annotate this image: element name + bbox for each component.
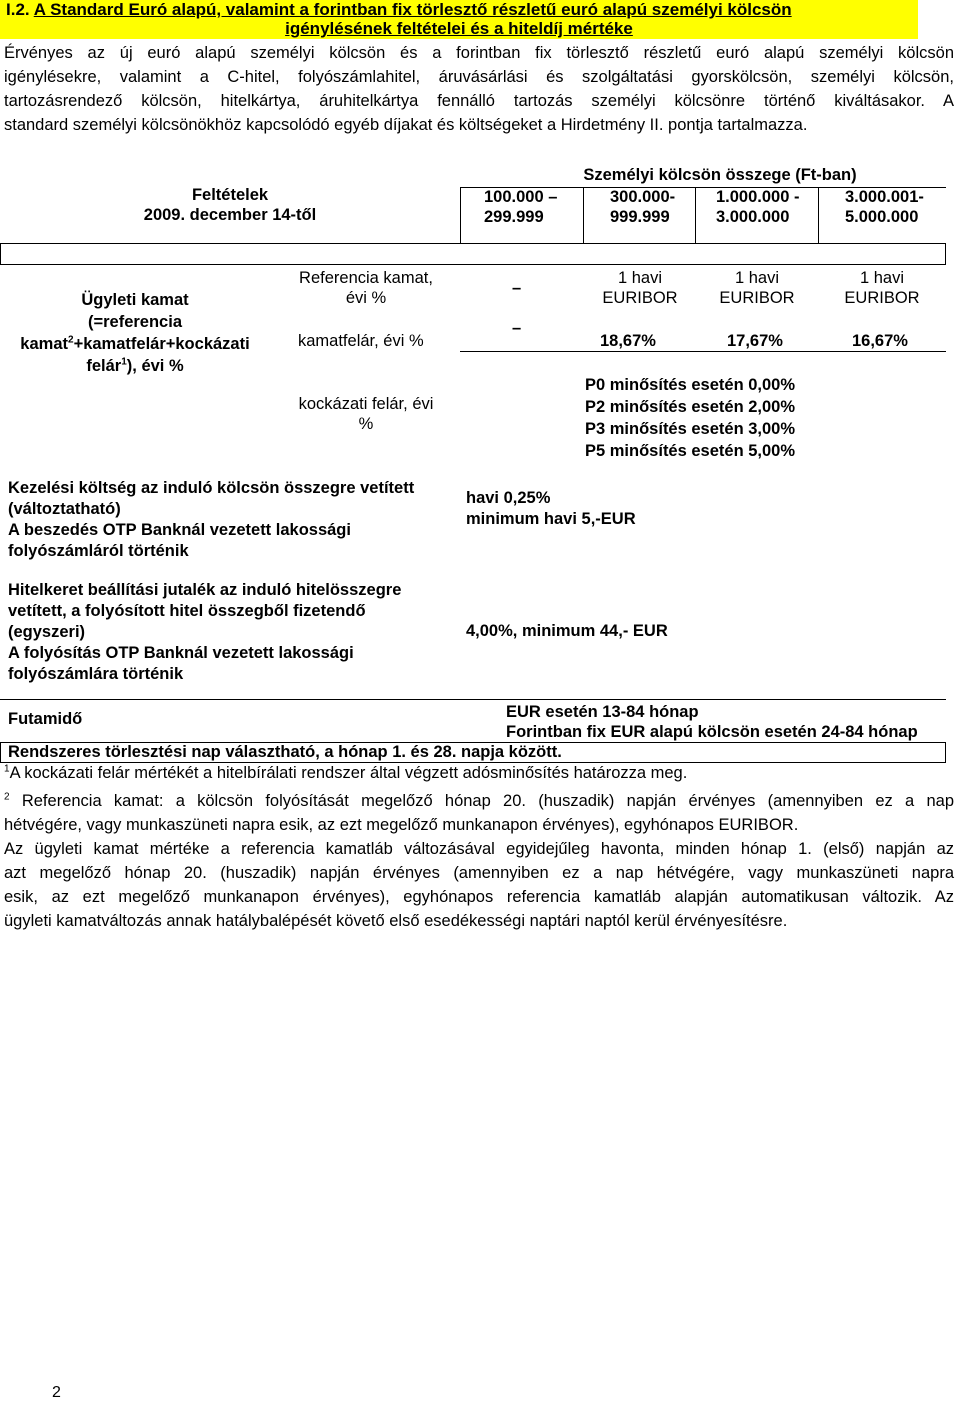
repayment-day: Rendszeres törlesztési nap választható, a hónap 1. és 28. napja között.: [8, 743, 562, 761]
header-divider: [695, 187, 696, 243]
header-divider: [460, 187, 461, 243]
intro-line: standard személyi kölcsönökhöz kapcsolódó egyéb díjakat és költségeket a Hirdetmény II. pontja tartalmazza.: [4, 116, 808, 134]
risk-value: P3 minősítés esetén 3,00%: [585, 420, 796, 438]
range-header: 3.000.001- 5.000.000: [845, 188, 924, 226]
margin-value: 18,67%: [600, 332, 656, 350]
margin-rule: [460, 351, 946, 352]
table-top-rule: [0, 264, 946, 265]
reference-value: 1 havi EURIBOR: [719, 269, 795, 307]
footnote-2: $^2$ Referencia kamat: a kölcsön folyósítását megelőző hónap 20. (huszadik) napján érvényes (amennyiben ez a nap hétvégére, vagy munkaszüneti napra esik, az ezt megelőző munkanapon érvényes), egyhónapos EURIBOR.: [4, 791, 954, 834]
intro-paragraph: [4, 41, 954, 137]
risk-value: P5 minősítés esetén 5,00%: [585, 442, 796, 460]
section-title-line2: igénylésének feltételei és a hiteldíj mértéke: [285, 19, 633, 38]
left-rule: [0, 742, 1, 763]
credit-line-fee-value: 4,00%, minimum 44,- EUR: [466, 622, 668, 640]
handling-fee-label: Kezelési költség az induló kölcsön összegre vetített (változtatható) A beszedés OTP Banknál vezetett lakossági folyószámláról történik: [8, 479, 415, 560]
amount-header: Személyi kölcsön összege (Ft-ban): [583, 166, 857, 184]
interest-change-paragraph: Az ügyleti kamat mértéke a referencia kamatláb változásával egyidejűleg havonta, minden hónap 1. (első) napján az azt megelőző hónap 20. (huszadik) napján érvényes (amennyiben ez a nap hétvégére, vagy munkaszüneti napra esik, az ezt megelőző munkanapon érvényes), egyhónapos referencia kamatláb alapján automatikusan változik. Az ügyleti kamatváltozás annak hatálybalépését követő első esedékességi naptári naptól kerül érvényesítésre.: [4, 840, 954, 930]
reference-value: 1 havi EURIBOR: [844, 269, 920, 307]
section-title-text: A Standard Euró alapú, valamint a forintban fix törlesztő részletű euró alapú személyi kölcsön: [33, 0, 792, 19]
risk-premium-label: kockázati felár, évi %: [298, 395, 434, 433]
margin-value: 16,67%: [852, 332, 908, 350]
term-top-rule: [0, 699, 946, 700]
credit-line-fee-label: Hitelkeret beállítási jutalék az induló hitelösszegre vetített, a folyósított hitel összegből fizetendő (egyszeri) A folyósítás OTP Banknál vezetett lakossági folyószámlára történik: [8, 581, 402, 683]
footnote-1: $^1$A kockázati felár mértékét a hitelbírálati rendszer által végzett adósminősítés határozza meg.: [4, 763, 688, 782]
term-label: Futamidő: [8, 710, 83, 728]
intro-line: Érvényes az új euró alapú személyi kölcsön és a forintban fix törlesztő részletű euró alapú személyi kölcsön: [4, 44, 954, 62]
intro-line: tartozásrendező kölcsön, hitelkártya, áruhitelkártya fennálló tartozás személyi kölcsönre történő kiváltásakor. A: [4, 92, 954, 110]
handling-fee-value: havi 0,25% minimum havi 5,-EUR: [466, 489, 636, 528]
margin-label: kamatfelár, évi %: [298, 332, 424, 350]
section-number: I.2.: [6, 0, 30, 19]
range-header: 1.000.000 - 3.000.000: [716, 188, 800, 226]
risk-premium-values: [585, 374, 795, 462]
header-divider: [583, 187, 584, 243]
page-number: 2: [52, 1384, 61, 1401]
conditions-header: Feltételek 2009. december 14-től: [143, 186, 317, 224]
reference-value: –: [512, 279, 522, 297]
left-rule: [0, 243, 1, 264]
range-header: 300.000- 999.999: [610, 188, 676, 226]
header-bottom-rule: [0, 243, 946, 244]
right-rule: [945, 243, 946, 264]
risk-value: P0 minősítés esetén 0,00%: [585, 376, 796, 394]
term-value: EUR esetén 13-84 hónap Forintban fix EUR alapú kölcsön esetén 24-84 hónap: [506, 703, 918, 741]
section-title-line1: [6, 0, 918, 20]
reference-value: 1 havi EURIBOR: [602, 269, 678, 307]
intro-line: igénylésekre, valamint a C-hitel, folyószámlahitel, áruvásárlási és szolgáltatási gyorskölcsön, személyi kölcsön,: [4, 68, 954, 86]
interest-label: Ügyleti kamat (=referencia kamat$^2$+kamatfelár+kockázati felár$^1$), évi %: [20, 291, 250, 375]
reference-rate-label: Referencia kamat, évi %: [299, 269, 433, 307]
right-rule: [945, 742, 946, 763]
header-divider: [818, 187, 819, 243]
risk-value: P2 minősítés esetén 2,00%: [585, 398, 796, 416]
margin-value: 17,67%: [727, 332, 783, 350]
margin-value: –: [512, 319, 522, 337]
range-header: 100.000 – 299.999: [484, 188, 558, 226]
